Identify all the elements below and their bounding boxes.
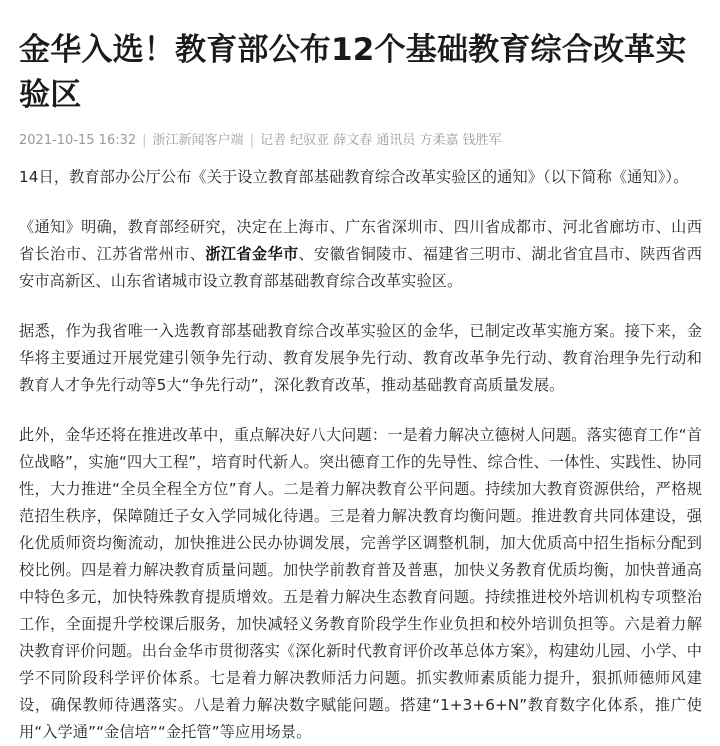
article-paragraph-1: 14日，教育部办公厅公布《关于设立教育部基础教育综合改革实验区的通知》（以下简称《通知》）。 xyxy=(19,168,689,186)
article-meta xyxy=(19,132,702,150)
paragraph-text: 《通知》明确，教育部经研究，决定在上海市、广东省深圳市、四川省成都市、河北省廊坊市、山西省长治市、江苏省常州市、 xyxy=(19,218,702,263)
article-source[interactable]: 浙江新闻客户端 xyxy=(152,133,244,148)
meta-divider: | xyxy=(142,133,147,148)
article-paragraph-2 xyxy=(19,214,702,295)
paragraph-text: 、安徽省铜陵市、福建省三明市、湖北省宜昌市、陕西省西安市高新区、山东省诸城市设立教育部基础教育综合改革实验区。 xyxy=(19,245,702,290)
highlighted-city: 浙江省金华市 xyxy=(205,245,299,263)
article-body xyxy=(19,164,702,746)
publish-datetime: 2021-10-15 16:32 xyxy=(19,133,137,148)
article-paragraph-4: 此外，金华还将在推进改革中，重点解决好八大问题：一是着力解决立德树人问题。落实德育工作“首位战略”，实施“四大工程”，培育时代新人。突出德育工作的先导性、综合性、一体性、实践性、协同性，大力推进“全员全程全方位”育人。二是着力解决教育公平问题。持续加大教育资源供给，严格规范招生秩序，保障随迁子女入学同城化待遇。三是着力解决教育均衡问题。推进教育共同体建设，强化优质师资均衡流动，加快推进公民办协调发展，完善学区调整机制，加大优质高中招生指标分配到校比例。四是着力解决教育质量问题。加快学前教育普及普惠，加快义务教育优质均衡，加快普通高中特色多元，加快特殊教育提质增效。五是着力解决生态教育问题。持续推进校外培训机构专项整治工作，全面提升学校课后服务，加快减轻义务教育阶段学生作业负担和校外培训负担等。六是着力解决教育评价问题。出台金华市贯彻落实《深化新时代教育评价改革总体方案》，构建幼儿园、小学、中学不同阶段科学评价体系。七是着力解决教师活力问题。抓实教师素质能力提升，狠抓师德师风建设，确保教师待遇落实。八是着力解决数字赋能问题。搭建“1+3+6+N”教育数字化体系，推广使用“入学通”“金信培”“金托管”等应用场景。 xyxy=(19,426,702,741)
article-title: 金华入选！教育部公布12个基础教育综合改革实验区 xyxy=(19,32,687,113)
article-paragraph-3: 据悉，作为我省唯一入选教育部基础教育综合改革实验区的金华，已制定改革实施方案。接下来，金华将主要通过开展党建引领争先行动、教育发展争先行动、教育改革争先行动、教育治理争先行动和教育人才争先行动等5大“争先行动”，深化教育改革，推动基础教育高质量发展。 xyxy=(19,322,702,394)
meta-divider: | xyxy=(249,133,254,148)
article-reporters: 记者 纪驭亚 薛文春 通讯员 方柔嘉 钱胜军 xyxy=(259,133,502,148)
